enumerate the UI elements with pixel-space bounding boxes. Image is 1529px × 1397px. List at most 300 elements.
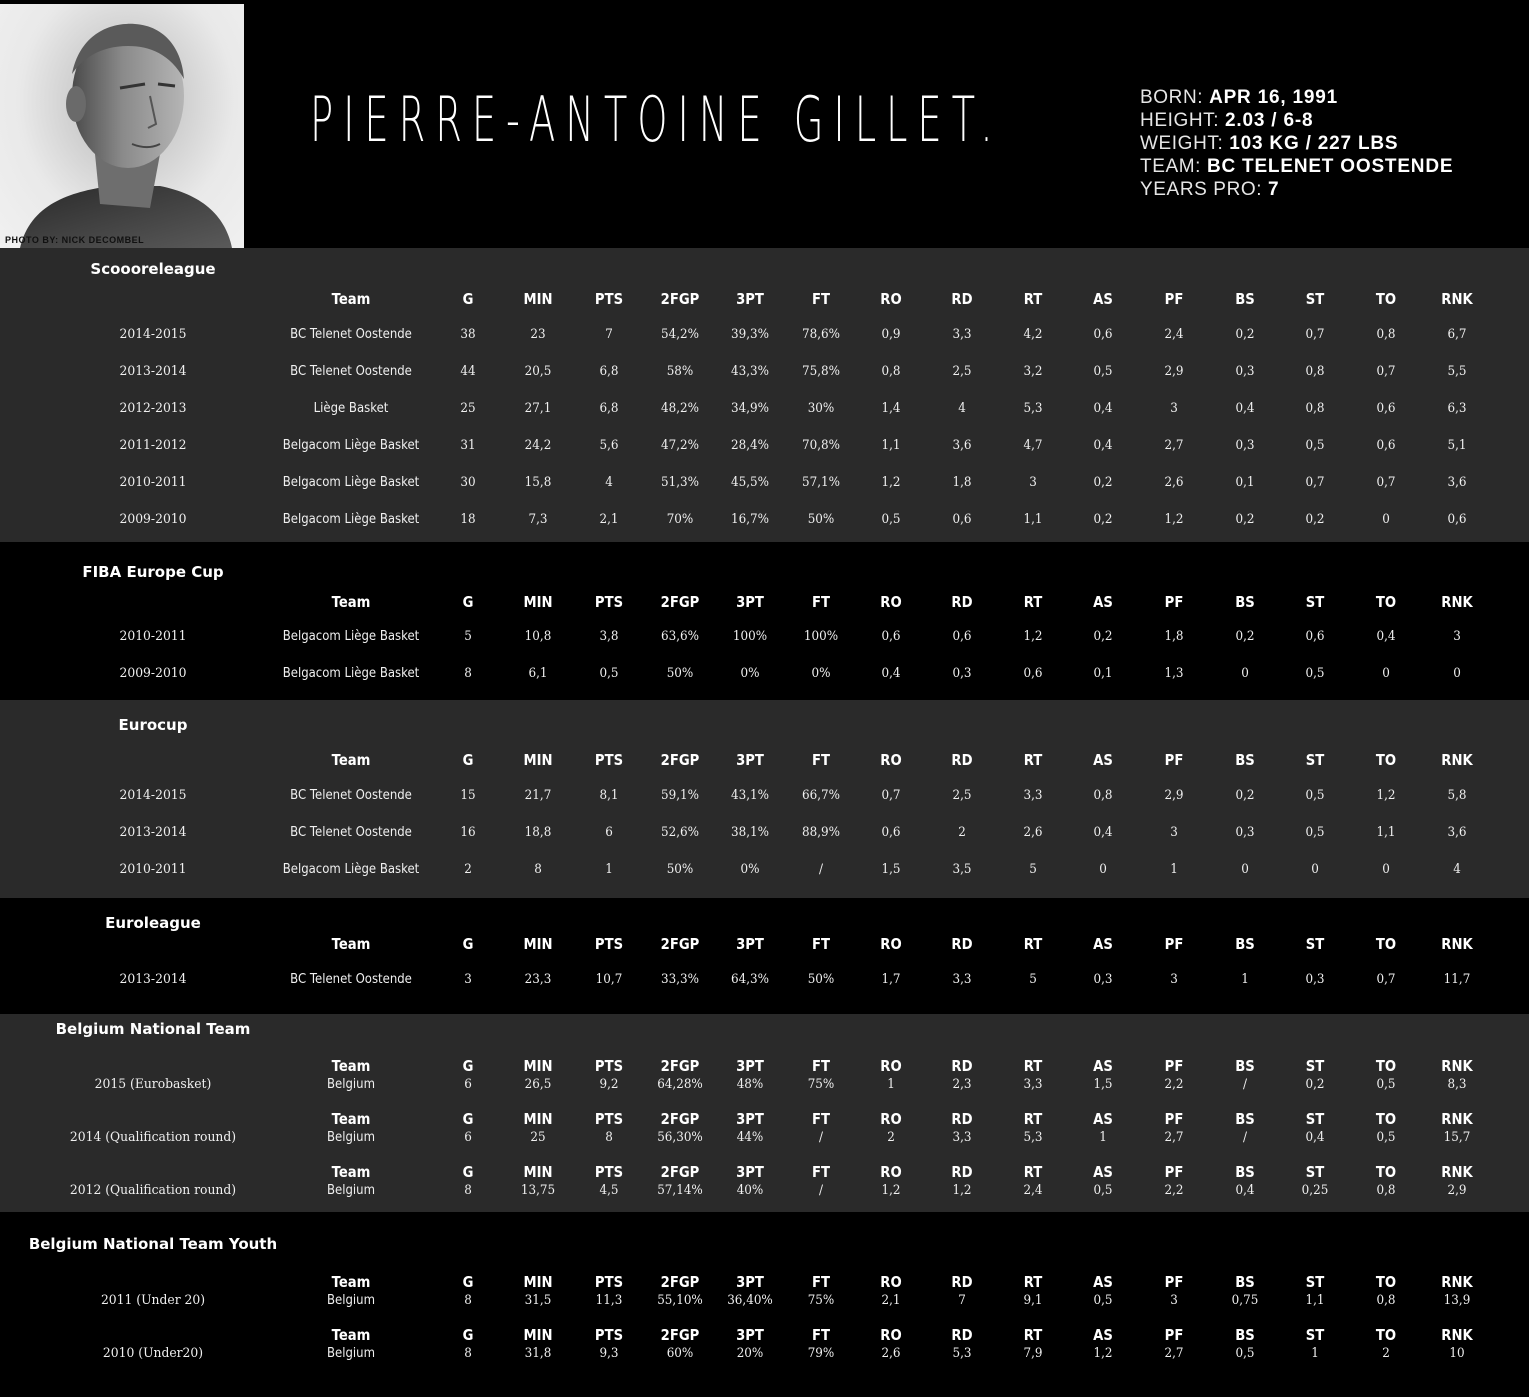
stat-cell-min: 23 bbox=[530, 327, 546, 342]
column-header-rd: RD bbox=[951, 1110, 973, 1128]
column-header-rt: RT bbox=[1023, 1326, 1043, 1344]
team-cell: BC Telenet Oostende bbox=[290, 825, 412, 840]
stat-cell-ro: 0,4 bbox=[881, 666, 901, 681]
stat-cell-3pt: 34,9% bbox=[730, 401, 770, 416]
column-header-row bbox=[0, 1272, 1529, 1292]
column-header-row bbox=[0, 592, 1529, 612]
stat-cell-ft: 75% bbox=[807, 1293, 835, 1308]
table-row bbox=[0, 627, 1529, 647]
stat-cell-pts: 9,2 bbox=[599, 1077, 619, 1092]
column-header-rd: RD bbox=[951, 935, 973, 953]
bio-row bbox=[1140, 109, 1520, 132]
column-header-rt: RT bbox=[1023, 593, 1043, 611]
stat-cell-3pt: 36,40% bbox=[727, 1293, 773, 1308]
stat-cell-pf: 3 bbox=[1170, 972, 1178, 987]
stat-cell-pf: 2,9 bbox=[1164, 364, 1184, 379]
stat-cell-pf: 2,4 bbox=[1164, 327, 1184, 342]
stat-cell-rd: 2,5 bbox=[952, 788, 972, 803]
stat-cell-as: 0,6 bbox=[1093, 327, 1113, 342]
stat-cell-as: 0,2 bbox=[1093, 512, 1113, 527]
team-cell: Belgacom Liège Basket bbox=[282, 862, 420, 877]
bio-value: BC TELENET OOSTENDE bbox=[1206, 156, 1454, 177]
row-season-label: 2013-2014 bbox=[119, 364, 187, 379]
stat-cell-pts: 3,8 bbox=[599, 629, 619, 644]
column-header-st: ST bbox=[1305, 1110, 1325, 1128]
stat-cell-st: 0 bbox=[1311, 862, 1319, 877]
stat-cell-as: 1,2 bbox=[1093, 1346, 1113, 1361]
column-header-rt: RT bbox=[1023, 1110, 1043, 1128]
column-header-rd: RD bbox=[951, 1163, 973, 1181]
column-header-as: AS bbox=[1093, 1163, 1113, 1181]
stat-cell-g: 6 bbox=[464, 1130, 472, 1145]
stat-cell-g: 8 bbox=[464, 1293, 472, 1308]
stat-cell-as: 1,5 bbox=[1093, 1077, 1113, 1092]
stat-cell-min: 20,5 bbox=[524, 364, 552, 379]
column-header-pf: PF bbox=[1164, 1163, 1184, 1181]
stat-cell-rt: 7,9 bbox=[1023, 1346, 1043, 1361]
column-header-as: AS bbox=[1093, 1326, 1113, 1344]
player-photo bbox=[0, 4, 244, 248]
stat-cell-rd: 5,3 bbox=[952, 1346, 972, 1361]
stat-cell-rd: 0,3 bbox=[952, 666, 972, 681]
stat-cell-bs: 0,75 bbox=[1231, 1293, 1259, 1308]
stat-cell-ft: 79% bbox=[807, 1346, 835, 1361]
stat-cell-3pt: 43,1% bbox=[730, 788, 770, 803]
column-header-3pt: 3PT bbox=[736, 1163, 764, 1181]
team-cell: Belgacom Liège Basket bbox=[282, 629, 420, 644]
column-header-team: Team bbox=[331, 751, 371, 769]
column-header-rnk: RNK bbox=[1441, 1326, 1473, 1344]
column-header-rnk: RNK bbox=[1441, 1273, 1473, 1291]
stat-cell-ro: 0,9 bbox=[881, 327, 901, 342]
column-header-rd: RD bbox=[951, 1273, 973, 1291]
column-header-st: ST bbox=[1305, 593, 1325, 611]
stat-cell-min: 15,8 bbox=[524, 475, 552, 490]
stat-cell-g: 8 bbox=[464, 1346, 472, 1361]
column-header-st: ST bbox=[1305, 290, 1325, 308]
column-header-ft: FT bbox=[811, 290, 831, 308]
section-title: Eurocup bbox=[118, 716, 188, 734]
stat-cell-2fgp: 52,6% bbox=[660, 825, 700, 840]
stat-cell-ft: 100% bbox=[803, 629, 839, 644]
column-header-3pt: 3PT bbox=[736, 935, 764, 953]
stat-cell-2fgp: 57,14% bbox=[657, 1183, 703, 1198]
stat-cell-ro: 2 bbox=[887, 1130, 895, 1145]
table-row bbox=[0, 1128, 1529, 1148]
column-header-2fgp: 2FGP bbox=[660, 593, 700, 611]
stat-cell-g: 44 bbox=[460, 364, 476, 379]
stat-cell-ro: 0,7 bbox=[881, 788, 901, 803]
column-header-as: AS bbox=[1093, 593, 1113, 611]
stat-cell-ft: 88,9% bbox=[801, 825, 841, 840]
column-header-2fgp: 2FGP bbox=[660, 1273, 700, 1291]
column-header-bs: BS bbox=[1235, 290, 1255, 308]
column-header-rt: RT bbox=[1023, 1163, 1043, 1181]
column-header-g: G bbox=[462, 935, 474, 953]
stat-cell-g: 5 bbox=[464, 629, 472, 644]
stat-cell-3pt: 44% bbox=[736, 1130, 764, 1145]
table-row bbox=[0, 664, 1529, 684]
column-header-rnk: RNK bbox=[1441, 1110, 1473, 1128]
stat-cell-2fgp: 60% bbox=[666, 1346, 694, 1361]
stat-cell-to: 0,6 bbox=[1376, 438, 1396, 453]
stat-cell-rd: 7 bbox=[958, 1293, 966, 1308]
stat-cell-rt: 3 bbox=[1029, 475, 1037, 490]
stat-cell-ft: / bbox=[818, 862, 824, 877]
column-header-to: TO bbox=[1375, 1110, 1397, 1128]
stat-cell-st: 1,1 bbox=[1305, 1293, 1325, 1308]
column-header-st: ST bbox=[1305, 1057, 1325, 1075]
stats-section bbox=[0, 898, 1529, 1014]
stat-cell-as: 0,8 bbox=[1093, 788, 1113, 803]
row-season-label: 2010-2011 bbox=[119, 475, 187, 490]
column-header-rt: RT bbox=[1023, 1057, 1043, 1075]
column-header-min: MIN bbox=[523, 1326, 553, 1344]
stat-cell-2fgp: 64,28% bbox=[657, 1077, 703, 1092]
stat-cell-min: 23,3 bbox=[524, 972, 552, 987]
column-header-row bbox=[0, 1325, 1529, 1345]
stat-cell-pf: 2,7 bbox=[1164, 1346, 1184, 1361]
column-header-as: AS bbox=[1093, 751, 1113, 769]
bio-row bbox=[1140, 86, 1520, 109]
column-header-team: Team bbox=[331, 290, 371, 308]
stat-cell-st: 0,4 bbox=[1305, 1130, 1325, 1145]
stats-section bbox=[0, 248, 1529, 542]
stat-cell-2fgp: 47,2% bbox=[660, 438, 700, 453]
stat-cell-ro: 2,1 bbox=[881, 1293, 901, 1308]
column-header-ro: RO bbox=[880, 935, 902, 953]
stat-cell-rnk: 0,6 bbox=[1447, 512, 1467, 527]
column-header-bs: BS bbox=[1235, 1057, 1255, 1075]
stat-cell-ro: 2,6 bbox=[881, 1346, 901, 1361]
stat-cell-3pt: 16,7% bbox=[730, 512, 770, 527]
bio-label: WEIGHT: bbox=[1140, 133, 1230, 154]
stat-cell-bs: 0,2 bbox=[1235, 788, 1255, 803]
table-row bbox=[0, 325, 1529, 345]
column-header-bs: BS bbox=[1235, 935, 1255, 953]
row-season-label: 2011-2012 bbox=[119, 438, 187, 453]
stat-cell-pts: 11,3 bbox=[595, 1293, 623, 1308]
column-header-pts: PTS bbox=[594, 593, 624, 611]
column-header-rnk: RNK bbox=[1441, 593, 1473, 611]
column-header-st: ST bbox=[1305, 1273, 1325, 1291]
stat-cell-bs: / bbox=[1242, 1130, 1248, 1145]
stat-cell-rnk: 8,3 bbox=[1447, 1077, 1467, 1092]
row-season-label: 2015 (Eurobasket) bbox=[94, 1077, 212, 1092]
stat-cell-rd: 1,2 bbox=[952, 1183, 972, 1198]
stat-cell-bs: 0,2 bbox=[1235, 629, 1255, 644]
stat-cell-rt: 5,3 bbox=[1023, 1130, 1043, 1145]
row-season-label: 2010 (Under20) bbox=[102, 1346, 204, 1361]
stat-cell-min: 7,3 bbox=[528, 512, 548, 527]
column-header-g: G bbox=[462, 1110, 474, 1128]
column-header-team: Team bbox=[331, 593, 371, 611]
stat-cell-to: 1,1 bbox=[1376, 825, 1396, 840]
column-header-rt: RT bbox=[1023, 1273, 1043, 1291]
team-cell: Belgacom Liège Basket bbox=[282, 666, 420, 681]
column-header-min: MIN bbox=[523, 1273, 553, 1291]
stat-cell-as: 0,5 bbox=[1093, 1183, 1113, 1198]
stat-cell-rt: 0,6 bbox=[1023, 666, 1043, 681]
stat-cell-st: 0,8 bbox=[1305, 364, 1325, 379]
stat-cell-2fgp: 58% bbox=[666, 364, 694, 379]
bio-value: 2.03 / 6-8 bbox=[1225, 110, 1314, 131]
team-cell: BC Telenet Oostende bbox=[290, 972, 412, 987]
column-header-pf: PF bbox=[1164, 1057, 1184, 1075]
row-season-label: 2014-2015 bbox=[119, 327, 187, 342]
table-row bbox=[0, 786, 1529, 806]
stat-cell-rt: 5 bbox=[1029, 972, 1037, 987]
column-header-min: MIN bbox=[523, 1110, 553, 1128]
column-header-ft: FT bbox=[811, 1326, 831, 1344]
column-header-to: TO bbox=[1375, 751, 1397, 769]
stat-cell-rnk: 5,5 bbox=[1447, 364, 1467, 379]
column-header-row bbox=[0, 1162, 1529, 1182]
bio-value: 7 bbox=[1268, 179, 1280, 200]
stat-cell-min: 31,5 bbox=[524, 1293, 552, 1308]
stat-cell-ft: / bbox=[818, 1130, 824, 1145]
stat-cell-ro: 1 bbox=[887, 1077, 895, 1092]
stat-cell-ft: / bbox=[818, 1183, 824, 1198]
stat-cell-pts: 7 bbox=[605, 327, 613, 342]
stat-cell-ft: 75,8% bbox=[801, 364, 841, 379]
column-header-rt: RT bbox=[1023, 935, 1043, 953]
stat-cell-min: 18,8 bbox=[524, 825, 552, 840]
stat-cell-rt: 9,1 bbox=[1023, 1293, 1043, 1308]
stat-cell-as: 1 bbox=[1099, 1130, 1107, 1145]
stat-cell-rd: 0,6 bbox=[952, 512, 972, 527]
column-header-2fgp: 2FGP bbox=[660, 1163, 700, 1181]
stat-cell-rt: 3,3 bbox=[1023, 1077, 1043, 1092]
stat-cell-2fgp: 70% bbox=[666, 512, 694, 527]
stat-cell-3pt: 39,3% bbox=[730, 327, 770, 342]
column-header-ft: FT bbox=[811, 1110, 831, 1128]
column-header-pts: PTS bbox=[594, 1273, 624, 1291]
stat-cell-rd: 3,3 bbox=[952, 327, 972, 342]
stat-cell-to: 0,7 bbox=[1376, 972, 1396, 987]
stat-cell-rnk: 3,6 bbox=[1447, 475, 1467, 490]
stat-cell-st: 0,3 bbox=[1305, 972, 1325, 987]
column-header-pts: PTS bbox=[594, 290, 624, 308]
column-header-pf: PF bbox=[1164, 751, 1184, 769]
stat-cell-ft: 75% bbox=[807, 1077, 835, 1092]
stat-cell-g: 6 bbox=[464, 1077, 472, 1092]
column-header-st: ST bbox=[1305, 935, 1325, 953]
column-header-pts: PTS bbox=[594, 1326, 624, 1344]
column-header-min: MIN bbox=[523, 290, 553, 308]
stat-cell-rt: 2,4 bbox=[1023, 1183, 1043, 1198]
stat-cell-rt: 4,7 bbox=[1023, 438, 1043, 453]
team-cell: Belgium bbox=[327, 1183, 375, 1198]
column-header-3pt: 3PT bbox=[736, 290, 764, 308]
team-cell: Belgium bbox=[327, 1077, 375, 1092]
column-header-pts: PTS bbox=[594, 1057, 624, 1075]
column-header-2fgp: 2FGP bbox=[660, 1110, 700, 1128]
stat-cell-2fgp: 33,3% bbox=[660, 972, 700, 987]
stat-cell-rt: 3,3 bbox=[1023, 788, 1043, 803]
stat-cell-3pt: 100% bbox=[732, 629, 768, 644]
stat-cell-st: 0,5 bbox=[1305, 788, 1325, 803]
bio-value: 103 KG / 227 LBS bbox=[1229, 133, 1399, 154]
bio-label: BORN: bbox=[1140, 87, 1210, 108]
column-header-ro: RO bbox=[880, 290, 902, 308]
column-header-rnk: RNK bbox=[1441, 1057, 1473, 1075]
bio-row bbox=[1140, 155, 1520, 178]
stat-cell-3pt: 64,3% bbox=[730, 972, 770, 987]
stat-cell-ro: 1,2 bbox=[881, 1183, 901, 1198]
stat-cell-rnk: 6,3 bbox=[1447, 401, 1467, 416]
stat-cell-st: 0,6 bbox=[1305, 629, 1325, 644]
column-header-ft: FT bbox=[811, 935, 831, 953]
column-header-pts: PTS bbox=[594, 1163, 624, 1181]
column-header-to: TO bbox=[1375, 1057, 1397, 1075]
stat-cell-rnk: 15,7 bbox=[1443, 1130, 1471, 1145]
stat-cell-rd: 0,6 bbox=[952, 629, 972, 644]
column-header-team: Team bbox=[331, 1110, 371, 1128]
column-header-min: MIN bbox=[523, 935, 553, 953]
stat-cell-to: 0,8 bbox=[1376, 1183, 1396, 1198]
column-header-ro: RO bbox=[880, 1163, 902, 1181]
stat-cell-st: 0,25 bbox=[1301, 1183, 1329, 1198]
column-header-g: G bbox=[462, 1326, 474, 1344]
stat-cell-pf: 3 bbox=[1170, 825, 1178, 840]
column-header-g: G bbox=[462, 290, 474, 308]
table-row bbox=[0, 860, 1529, 880]
column-header-team: Team bbox=[331, 1163, 371, 1181]
column-header-rd: RD bbox=[951, 751, 973, 769]
row-season-label: 2012 (Qualification round) bbox=[69, 1183, 237, 1198]
column-header-team: Team bbox=[331, 1273, 371, 1291]
column-header-ft: FT bbox=[811, 1163, 831, 1181]
column-header-team: Team bbox=[331, 935, 371, 953]
team-cell: Belgacom Liège Basket bbox=[282, 438, 420, 453]
stat-cell-pts: 8 bbox=[605, 1130, 613, 1145]
column-header-pf: PF bbox=[1164, 1273, 1184, 1291]
stat-cell-bs: 0 bbox=[1241, 862, 1249, 877]
stat-cell-ft: 30% bbox=[807, 401, 835, 416]
column-header-rd: RD bbox=[951, 1057, 973, 1075]
stat-cell-rnk: 4 bbox=[1453, 862, 1461, 877]
stat-cell-st: 0,7 bbox=[1305, 475, 1325, 490]
stat-cell-ft: 0% bbox=[811, 666, 831, 681]
stat-cell-rd: 2,5 bbox=[952, 364, 972, 379]
stat-cell-bs: / bbox=[1242, 1077, 1248, 1092]
stat-cell-rt: 1,1 bbox=[1023, 512, 1043, 527]
table-row bbox=[0, 436, 1529, 456]
stat-cell-min: 31,8 bbox=[524, 1346, 552, 1361]
row-season-label: 2013-2014 bbox=[119, 972, 187, 987]
table-row bbox=[0, 1344, 1529, 1364]
column-header-st: ST bbox=[1305, 1163, 1325, 1181]
stat-cell-rt: 3,2 bbox=[1023, 364, 1043, 379]
column-header-to: TO bbox=[1375, 1326, 1397, 1344]
stat-cell-bs: 0,2 bbox=[1235, 512, 1255, 527]
stat-cell-g: 38 bbox=[460, 327, 476, 342]
column-header-g: G bbox=[462, 1057, 474, 1075]
column-header-bs: BS bbox=[1235, 1273, 1255, 1291]
section-title: Scoooreleague bbox=[90, 260, 216, 278]
table-row bbox=[0, 510, 1529, 530]
stat-cell-2fgp: 56,30% bbox=[657, 1130, 703, 1145]
stat-cell-pts: 4 bbox=[605, 475, 613, 490]
stat-cell-2fgp: 54,2% bbox=[660, 327, 700, 342]
row-season-label: 2012-2013 bbox=[119, 401, 187, 416]
stat-cell-as: 0,3 bbox=[1093, 972, 1113, 987]
table-row bbox=[0, 1181, 1529, 1201]
stat-cell-st: 0,7 bbox=[1305, 327, 1325, 342]
column-header-team: Team bbox=[331, 1326, 371, 1344]
stat-cell-to: 0,4 bbox=[1376, 629, 1396, 644]
bio-row bbox=[1140, 178, 1520, 201]
stat-cell-pts: 8,1 bbox=[599, 788, 619, 803]
column-header-ft: FT bbox=[811, 1057, 831, 1075]
column-header-ft: FT bbox=[811, 751, 831, 769]
column-header-2fgp: 2FGP bbox=[660, 935, 700, 953]
stat-cell-rnk: 3,6 bbox=[1447, 825, 1467, 840]
stat-cell-ro: 0,5 bbox=[881, 512, 901, 527]
stat-cell-pf: 2,7 bbox=[1164, 438, 1184, 453]
stat-cell-g: 18 bbox=[460, 512, 476, 527]
player-portrait-image bbox=[0, 4, 244, 248]
stat-cell-as: 0 bbox=[1099, 862, 1107, 877]
stat-cell-as: 0,5 bbox=[1093, 1293, 1113, 1308]
stat-cell-pts: 9,3 bbox=[599, 1346, 619, 1361]
stat-cell-to: 0,8 bbox=[1376, 327, 1396, 342]
column-header-bs: BS bbox=[1235, 1110, 1255, 1128]
row-season-label: 2013-2014 bbox=[119, 825, 187, 840]
table-row bbox=[0, 473, 1529, 493]
column-header-pts: PTS bbox=[594, 751, 624, 769]
stat-cell-rnk: 10 bbox=[1449, 1346, 1465, 1361]
column-header-3pt: 3PT bbox=[736, 1273, 764, 1291]
stat-cell-min: 10,8 bbox=[524, 629, 552, 644]
stat-cell-3pt: 0% bbox=[740, 862, 760, 877]
column-header-row bbox=[0, 1109, 1529, 1129]
column-header-rnk: RNK bbox=[1441, 935, 1473, 953]
stat-cell-min: 13,75 bbox=[520, 1183, 556, 1198]
table-row bbox=[0, 362, 1529, 382]
stats-section bbox=[0, 1212, 1529, 1397]
stat-cell-pf: 1 bbox=[1170, 862, 1178, 877]
stat-cell-pf: 2,9 bbox=[1164, 788, 1184, 803]
column-header-2fgp: 2FGP bbox=[660, 290, 700, 308]
stat-cell-g: 8 bbox=[464, 1183, 472, 1198]
column-header-ft: FT bbox=[811, 1273, 831, 1291]
stat-cell-rd: 2,3 bbox=[952, 1077, 972, 1092]
stat-cell-ro: 0,6 bbox=[881, 629, 901, 644]
stat-cell-ft: 66,7% bbox=[801, 788, 841, 803]
table-row bbox=[0, 970, 1529, 990]
column-header-team: Team bbox=[331, 1057, 371, 1075]
team-cell: Belgium bbox=[327, 1293, 375, 1308]
stat-cell-as: 0,1 bbox=[1093, 666, 1113, 681]
stat-cell-g: 15 bbox=[460, 788, 476, 803]
stat-cell-2fgp: 55,10% bbox=[657, 1293, 703, 1308]
column-header-rt: RT bbox=[1023, 751, 1043, 769]
stat-cell-3pt: 28,4% bbox=[730, 438, 770, 453]
column-header-pf: PF bbox=[1164, 1110, 1184, 1128]
stat-cell-st: 0,5 bbox=[1305, 825, 1325, 840]
stat-cell-bs: 0,3 bbox=[1235, 364, 1255, 379]
stat-cell-rt: 2,6 bbox=[1023, 825, 1043, 840]
stat-cell-ft: 78,6% bbox=[801, 327, 841, 342]
column-header-as: AS bbox=[1093, 1057, 1113, 1075]
stat-cell-rnk: 13,9 bbox=[1443, 1293, 1471, 1308]
stat-cell-pf: 2,2 bbox=[1164, 1077, 1184, 1092]
stat-cell-rnk: 5,1 bbox=[1447, 438, 1467, 453]
stat-cell-pf: 2,6 bbox=[1164, 475, 1184, 490]
column-header-2fgp: 2FGP bbox=[660, 1326, 700, 1344]
